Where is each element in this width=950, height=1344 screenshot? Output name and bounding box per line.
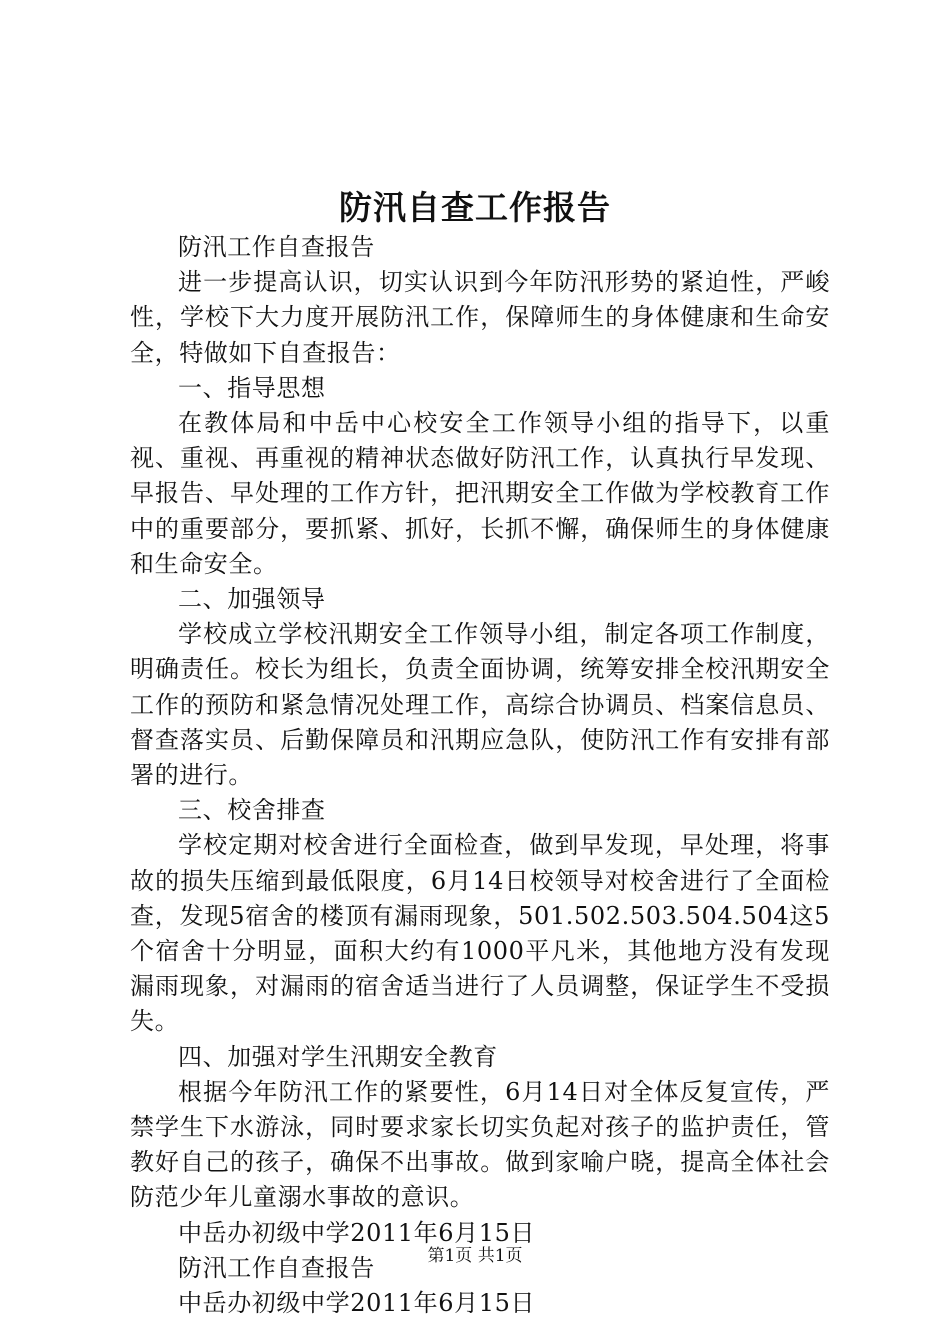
guiding-thought-paragraph: 在教体局和中岳中心校安全工作领导小组的指导下，以重视、重视、再重视的精神状态做好防汛工作，认真执行早发现、早报告、早处理的工作方针，把汛期安全工作做为学校教育工作中的重要部分，要抓紧、抓好，长抓不懈，确保师生的身体健康和生命安全。 — [130, 409, 830, 578]
leadership-paragraph: 学校成立学校汛期安全工作领导小组，制定各项工作制度，明确责任。校长为组长，负责全面协调，统筹安排全校汛期安全工作的预防和紧急情况处理工作，高综合协调员、档案信息员、督查落实员、后勤保障员和汛期应急队，使防汛工作有安排有部署的进行。 — [130, 620, 830, 790]
repeated-signature-line: 中岳办初级中学2011年6月15日 — [178, 1289, 536, 1318]
page-footer: 第1页 共1页 — [427, 1246, 523, 1266]
section-heading-guiding-thought: 一、指导思想 — [178, 373, 326, 402]
section-heading-education: 四、加强对学生汛期安全教育 — [178, 1042, 498, 1071]
document-body — [130, 230, 830, 1321]
subtitle-paragraph: 防汛工作自查报告 — [178, 233, 375, 261]
section-heading-leadership: 二、加强领导 — [178, 585, 326, 614]
education-paragraph: 根据今年防汛工作的紧要性，6月14日对全体反复宣传，严禁学生下水游泳，同时要求家长切实负起对孩子的监护责任，管教好自己的孩子，确保不出事故。做到家喻户晓，提高全体社会防范少年儿童溺水事故的意识。 — [130, 1077, 830, 1212]
repeated-subtitle: 防汛工作自查报告 — [178, 1253, 375, 1282]
signature-line: 中岳办初级中学2011年6月15日 — [178, 1218, 536, 1247]
document-title: 防汛自查工作报告 — [339, 188, 611, 227]
intro-paragraph: 进一步提高认识，切实认识到今年防汛形势的紧迫性，严峻性，学校下大力度开展防汛工作，保障师生的身体健康和生命安全，特做如下自查报告： — [130, 268, 830, 367]
section-heading-inspection: 三、校舍排查 — [178, 796, 326, 825]
inspection-paragraph: 学校定期对校舍进行全面检查，做到早发现，早处理，将事故的损失压缩到最低限度，6月14日校领导对校舍进行了全面检查，发现5宿舍的楼顶有漏雨现象，501.502.503.504.504这5个宿舍十分明显，面积大约有1000平凡米，其他地方没有发现漏雨现象，对漏雨的宿舍适当进行了人员调整，保证学生不受损失。 — [130, 831, 830, 1036]
